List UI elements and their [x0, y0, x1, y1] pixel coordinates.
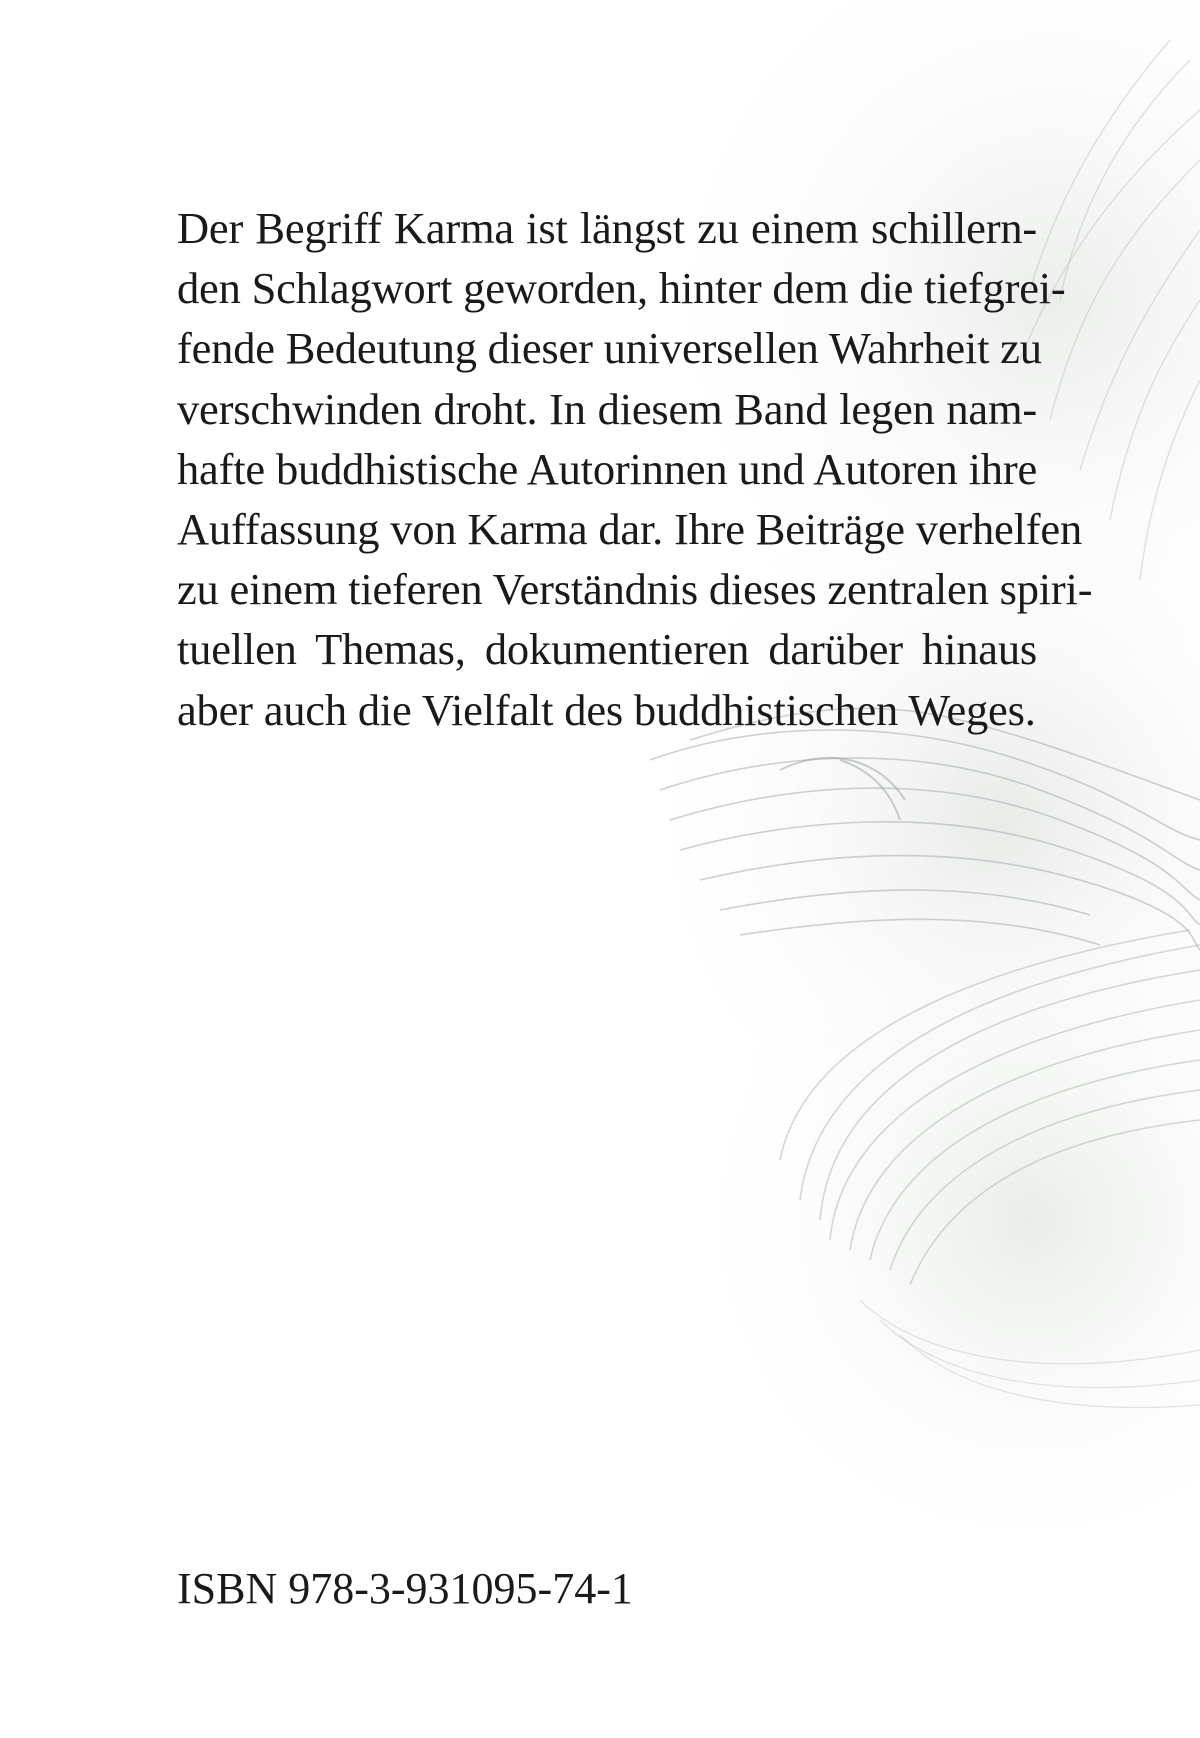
blurb-line: fende Bedeutung dieser universellen Wahrheit zu [177, 323, 1042, 374]
blurb-text [177, 198, 1093, 740]
blurb-line: verschwinden droht. In diesem Band legen nam- [177, 383, 1037, 434]
isbn-number: ISBN 978-3-931095-74-1 [177, 1564, 633, 1613]
blurb-line: aber auch die Vielfalt des buddhistischen Weges. [177, 684, 1036, 735]
blurb-line: Der Begriff Karma ist längst zu einem schillern- [177, 203, 1037, 253]
blurb-line: tuellen Themas, dokumentieren darüber hinaus [177, 624, 1037, 675]
blurb-line: hafte buddhistische Autorinnen und Autoren ihre [177, 443, 1037, 494]
blurb-line: Auffassung von Karma dar. Ihre Beiträge verhelfen [177, 504, 1082, 555]
blurb-line: zu einem tieferen Verständnis dieses zentralen spiri- [177, 564, 1093, 615]
blurb-line: den Schlagwort geworden, hinter dem die tiefgrei- [177, 263, 1066, 314]
